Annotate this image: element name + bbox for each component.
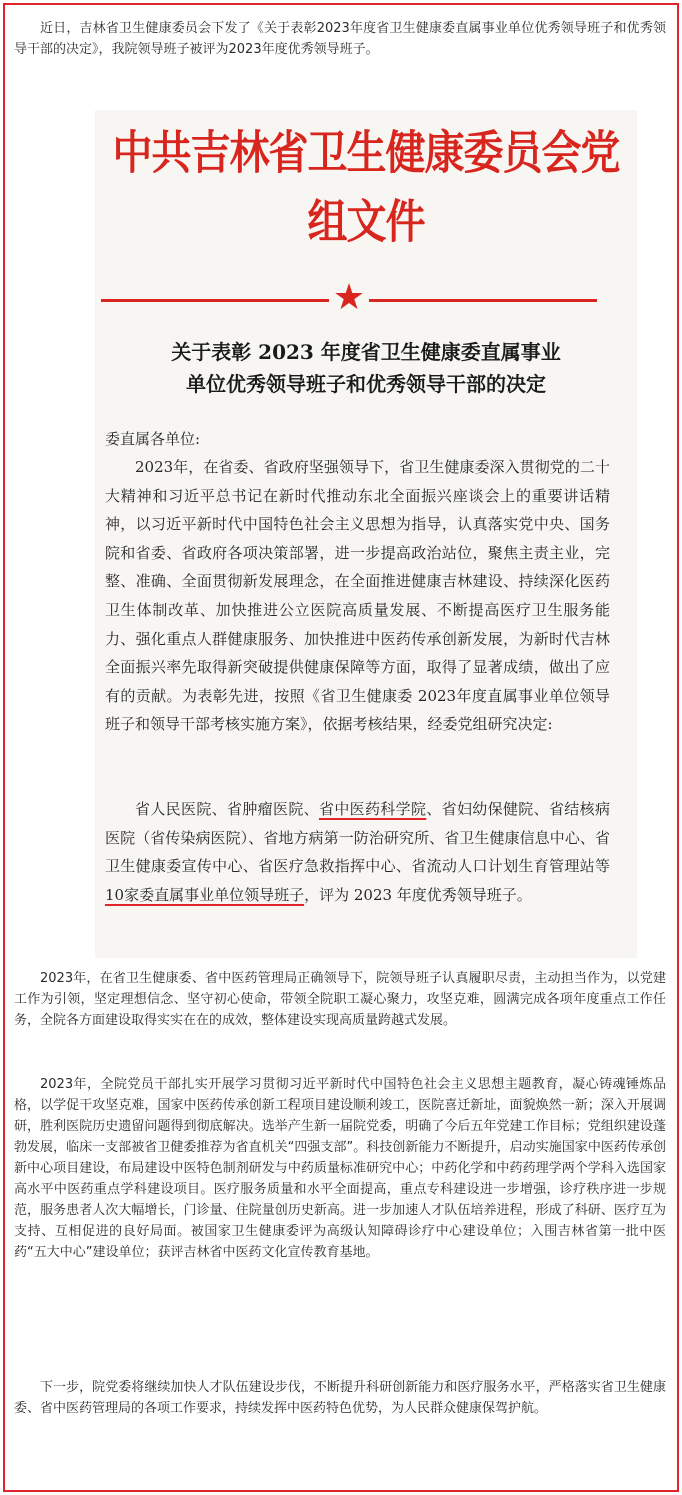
intro-paragraph: 近日，吉林省卫生健康委员会下发了《关于表彰2023年度省卫生健康委直属事业单位优秀领导班子和优秀领导干部的决定》，我院领导班子被评为2023年度优秀领导班子。 [14, 21, 666, 57]
star-icon: ★ [332, 277, 366, 318]
document-scan [95, 110, 637, 958]
red-rule-left [101, 299, 329, 302]
document-title [95, 336, 637, 400]
awardees-text: 、省妇幼保健院、省结核病医院（省传染病医院）、省地方病第一防治研究所、省卫生健康信息中心、省卫生健康委宣传中心、省医疗急救指挥中心、省流动人口计划生育管理站等 [105, 800, 610, 876]
highlight-academy: 省中医药科学院 [318, 800, 427, 818]
red-rule-right [369, 299, 597, 302]
document-title-line-2: 单位优秀领导班子和优秀领导干部的决定 [186, 372, 546, 396]
document-body-paragraph: 2023年，在省委、省政府坚强领导下，省卫生健康委深入贯彻党的二十大精神和习近平总书记在新时代推动东北全面振兴座谈会上的重要讲话精神，以习近平新时代中国特色社会主义思想为指导，认真落实党中央、国务院和省委、省政府各项决策部署，进一步提高政治站位，聚焦主责主业，完整、准确、全面贯彻新发展理念，在全面推进健康吉林建设、持续深化医药卫生体制改革、加快推进公立医院高质量发展、不断提高医疗卫生服务能力、强化重点人群健康服务、加快推进中医药传承创新发展，为新时代吉林全面振兴率先取得新突破提供健康保障等方面，取得了显著成绩，做出了应有的贡献。为表彰先进，按照《省卫生健康委 2023年度直属事业单位领导班子和领导干部考核实施方案》，依据考核结果，经委党组研究决定: [105, 458, 610, 734]
awardees-text: ，评为 2023 年度优秀领导班子。 [304, 885, 532, 904]
body-paragraph: 2023年，全院党员干部扎实开展学习贯彻习近平新时代中国特色社会主义思想主题教育，凝心铸魂锤炼品格，以学促干攻坚克难，国家中医药传承创新工程项目建设顺利竣工，医院喜迁新址，面貌焕然一新；深入开展调研，胜利医院历史遗留问题得到彻底解决。选举产生新一届院党委，明确了今后五年党建工作目标；党组织建设蓬勃发展，临床一支部被省卫健委推荐为省直机关“四强支部”。科技创新能力不断提升，启动实施国家中医药传承创新中心项目建设，布局建设中医特色制剂研发与中药质量标准研究中心；中药化学和中药药理学两个学科入选国家高水平中医药重点学科建设项目。医疗服务质量和水平全面提高，重点专科建设进一步增强，诊疗秩序进一步规范，服务患者人次大幅增长，门诊量、住院量创历史新高。进一步加速人才队伍培养进程，形成了科研、医疗互为支持、互相促进的良好局面。被国家卫生健康委评为高级认知障碍诊疗中心建设单位；入围吉林省第一批中医药“五大中心”建设单位；获评吉林省中医药文化宣传教育基地。 [14, 1077, 666, 1260]
highlight-ten-units: 10家委直属事业单位领导班子 [105, 885, 305, 904]
document-body-paragraph-awardees [105, 795, 610, 909]
awardees-text: 省人民医院、省肿瘤医院、 [135, 800, 319, 818]
document-header: 中共吉林省卫生健康委员会党组文件 [112, 125, 620, 249]
document-title-line-1: 关于表彰 2023 年度省卫生健康委直属事业 [171, 340, 561, 364]
document-salutation: 委直属各单位: [105, 430, 201, 448]
body-paragraph: 下一步，院党委将继续加快人才队伍建设步伐，不断提升科研创新能力和医疗服务水平，严格落实省卫生健康委、省中医药管理局的各项工作要求，持续发挥中医药特色优势，为人民群众健康保驾护航。 [14, 1380, 666, 1416]
body-paragraph: 2023年，在省卫生健康委、省中医药管理局正确领导下，院领导班子认真履职尽责，主动担当作为，以党建工作为引领，坚定理想信念、坚守初心使命，带领全院职工凝心聚力，攻坚克难，圆满完成各项年度重点工作任务，全院各方面建设取得实实在在的成效，整体建设实现高质量跨越式发展。 [14, 971, 666, 1028]
